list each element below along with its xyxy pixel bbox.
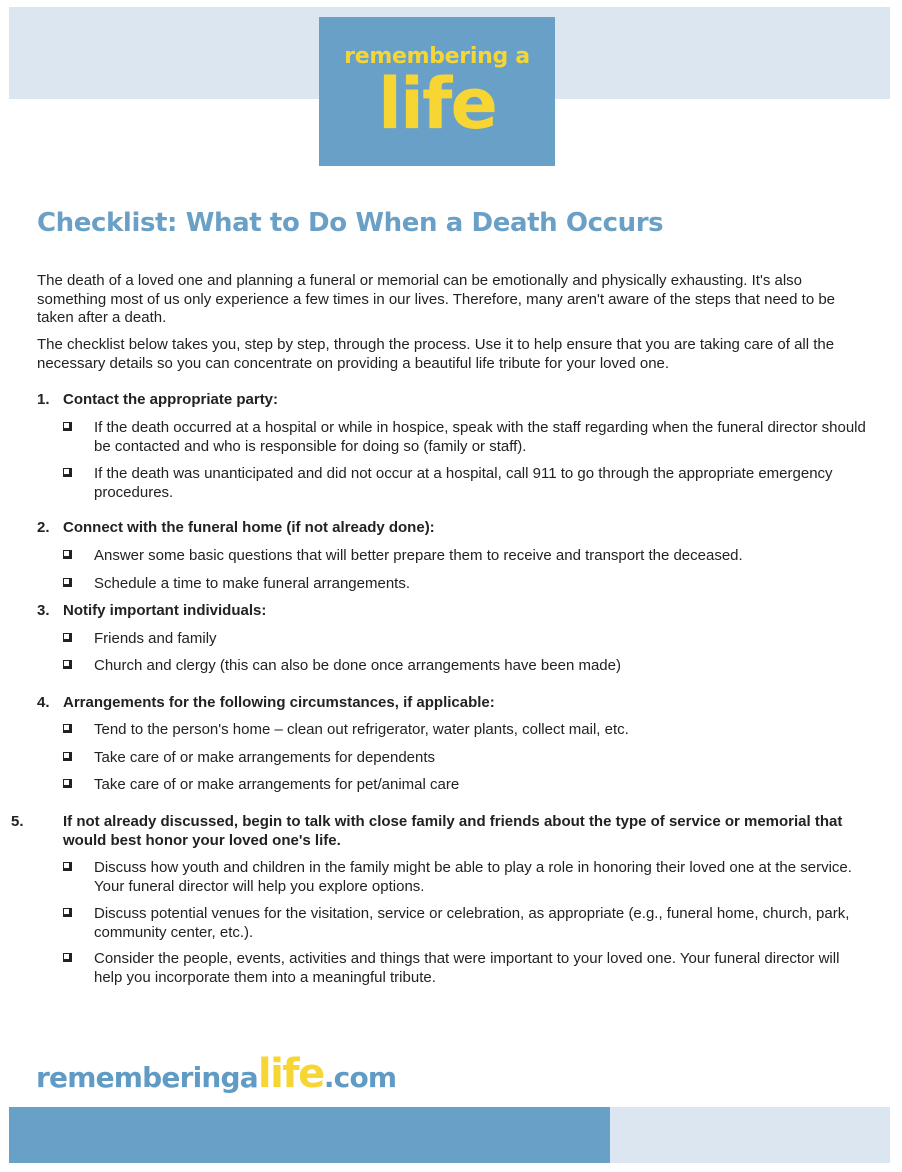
section-title: Connect with the funeral home (if not already done):: [63, 519, 435, 536]
checkbox-icon: [63, 633, 72, 642]
checklist-item: [63, 657, 868, 676]
checkbox-icon: [63, 862, 72, 871]
section-title: Arrangements for the following circumstances, if applicable:: [63, 694, 495, 711]
checklist-item: [63, 575, 868, 594]
intro-paragraph-2: The checklist below takes you, step by step, through the process. Use it to help ensure that you are taking care of all the necessary details so you can concentrate on providing a beautiful life tribute for your loved one.: [37, 336, 835, 372]
section-title: Notify important individuals:: [63, 602, 267, 619]
section-1-heading: [37, 391, 867, 410]
checklist-item: [63, 419, 868, 456]
checkbox-icon: [63, 724, 72, 733]
checklist-item-text: Church and clergy (this can also be done once arrangements have been made): [94, 657, 621, 674]
checklist-item: [63, 721, 868, 740]
checklist-item: [63, 749, 868, 768]
checklist-item: [63, 547, 868, 566]
checklist-item: [63, 776, 868, 795]
section-title: Contact the appropriate party:: [63, 391, 279, 408]
checkbox-icon: [63, 908, 72, 917]
footer-url-part: .com: [323, 1061, 397, 1094]
checklist-item-text: Friends and family: [94, 630, 217, 647]
footer-website: [36, 1051, 396, 1097]
section-number: 5.: [11, 813, 24, 830]
checklist-item: [63, 859, 868, 896]
checklist-item-text: Schedule a time to make funeral arrangements.: [94, 575, 411, 592]
page-title: Checklist: What to Do When a Death Occurs: [37, 208, 664, 238]
checkbox-icon: [63, 660, 72, 669]
section-2-heading: [37, 519, 867, 538]
checkbox-icon: [63, 779, 72, 788]
checkbox-icon: [63, 752, 72, 761]
checklist-item-text: Tend to the person's home – clean out refrigerator, water plants, collect mail, etc.: [94, 721, 629, 738]
logo-top-text: remembering a: [344, 44, 530, 69]
checkbox-icon: [63, 953, 72, 962]
section-number: 4.: [37, 694, 50, 711]
section-5-heading: [11, 813, 873, 850]
checklist-item: [63, 905, 868, 942]
checklist-item-text: If the death occurred at a hospital or while in hospice, speak with the staff regarding when the funeral director should be contacted and who is responsible for doing so (family or staff).: [94, 419, 866, 455]
section-number: 2.: [37, 519, 50, 536]
checklist-item: [63, 950, 868, 987]
checkbox-icon: [63, 550, 72, 559]
section-number: 1.: [37, 391, 50, 408]
logo-big-text: life: [378, 63, 496, 145]
footer-band-dark: [9, 1107, 610, 1163]
section-number: 3.: [37, 602, 50, 619]
section-4-heading: [37, 694, 867, 713]
section-3-heading: [37, 602, 867, 621]
checklist-item-text: Take care of or make arrangements for pet/animal care: [94, 776, 460, 793]
checkbox-icon: [63, 468, 72, 477]
checkbox-icon: [63, 578, 72, 587]
footer-url-life: life: [257, 1051, 324, 1097]
checklist-item: [63, 465, 868, 502]
checklist-item-text: Consider the people, events, activities and things that were important to your loved one. Your funeral director will help you incorporate them into a meaningful tribute.: [94, 950, 840, 986]
checklist-item-text: If the death was unanticipated and did not occur at a hospital, call 911 to go through the appropriate emergency procedures.: [94, 465, 833, 501]
checkbox-icon: [63, 422, 72, 431]
intro-paragraph-1: The death of a loved one and planning a funeral or memorial can be emotionally and physically exhausting. It's also something most of us only experience a few times in our lives. Therefore, many aren't aware of the steps that need to be taken after a death.: [37, 272, 836, 326]
checklist-item-text: Answer some basic questions that will better prepare them to receive and transport the deceased.: [94, 547, 743, 564]
checklist-item-text: Take care of or make arrangements for dependents: [94, 749, 436, 766]
checklist-item-text: Discuss potential venues for the visitation, service or celebration, as appropriate (e.g., funeral home, church, park, community center, etc.).: [94, 905, 850, 941]
footer-url-part: rememberinga: [36, 1061, 258, 1094]
section-title: If not already discussed, begin to talk with close family and friends about the type of service or memorial that would best honor your loved one's life.: [63, 813, 843, 849]
checklist-item: [63, 630, 868, 649]
footer-band-light: [610, 1107, 890, 1163]
checklist-item-text: Discuss how youth and children in the family might be able to play a role in honoring their loved one at the service. Your funeral director will help you explore options.: [94, 859, 852, 895]
logo: [319, 17, 555, 166]
